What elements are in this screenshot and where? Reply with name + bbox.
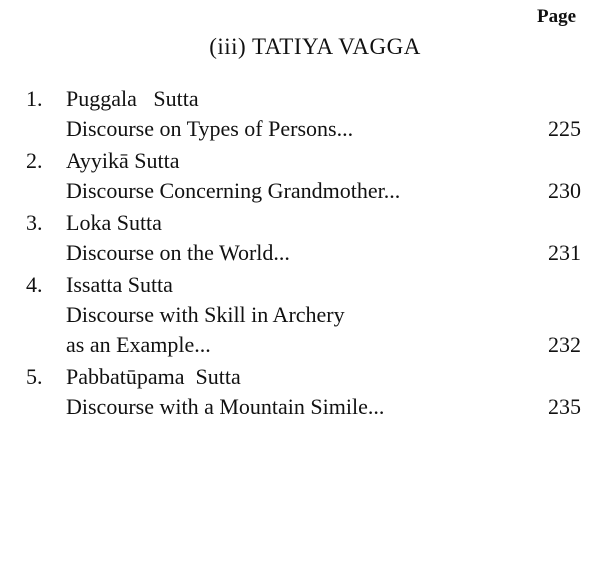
entry-title: Ayyikā Sutta	[66, 148, 180, 173]
entry-description: Discourse on the World...	[66, 240, 290, 265]
entry-page: 232	[548, 332, 581, 357]
entry-page: 231	[548, 240, 581, 265]
entry-number: 4.	[26, 272, 43, 297]
page-column-label: Page	[537, 6, 577, 27]
entry-description: Discourse with a Mountain Simile...	[66, 394, 385, 419]
entry-title: Pabbatūpama Sutta	[66, 364, 241, 389]
entry-page: 225	[548, 116, 581, 141]
entry-description: Discourse Concerning Grandmother...	[66, 178, 401, 203]
entry-description: Discourse with Skill in Archery	[66, 302, 345, 327]
entry-description: Discourse on Types of Persons...	[66, 116, 354, 141]
entry-number: 1.	[26, 86, 43, 111]
entry-number: 5.	[26, 364, 43, 389]
entry-title: Loka Sutta	[66, 210, 162, 235]
entry-title: Puggala Sutta	[66, 86, 199, 111]
entry-number: 3.	[26, 210, 43, 235]
entry-page: 235	[548, 394, 581, 419]
section-title: (iii) TATIYA VAGGA	[209, 34, 421, 59]
entry-number: 2.	[26, 148, 43, 173]
entry-title: Issatta Sutta	[66, 272, 173, 297]
entry-description: as an Example...	[66, 332, 211, 357]
entry-page: 230	[548, 178, 581, 203]
